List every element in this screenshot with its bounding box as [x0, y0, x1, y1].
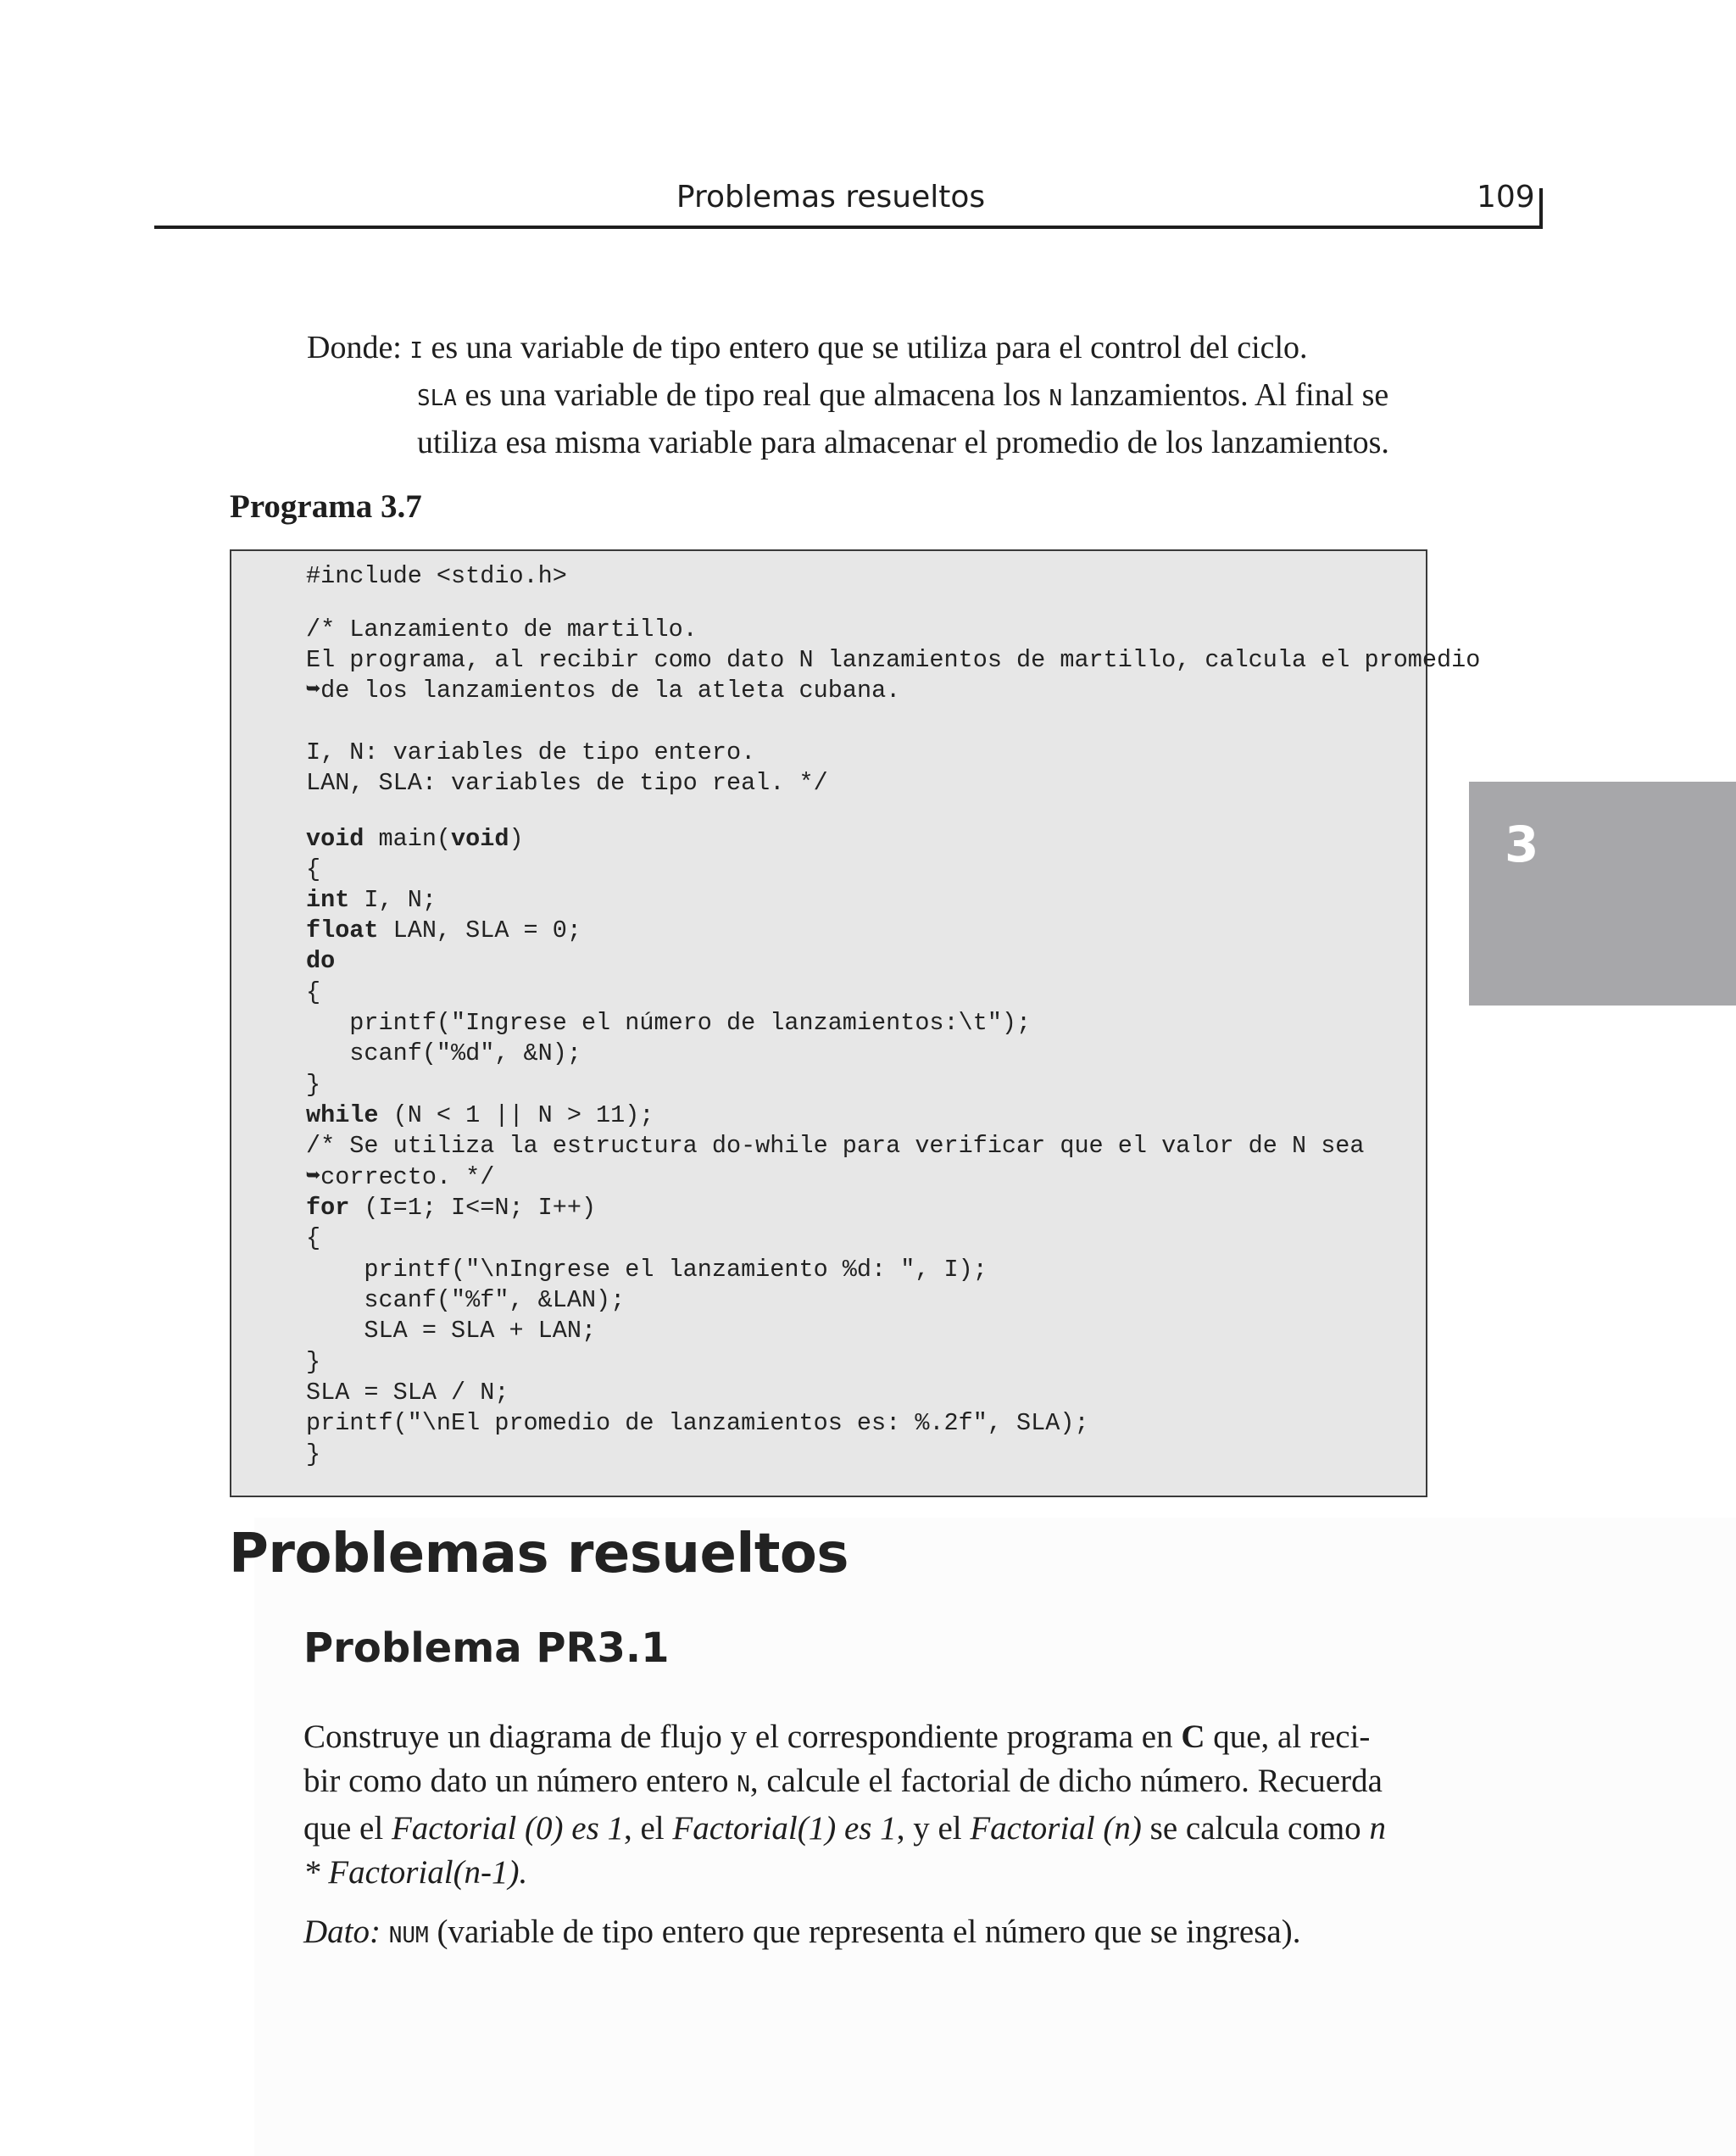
statement-line	[303, 1851, 1431, 1895]
code-keyword: do	[306, 947, 336, 975]
section-title: Problemas resueltos	[229, 1523, 849, 1585]
code-line: I, N: variables de tipo entero.	[306, 738, 756, 766]
code-line	[306, 946, 335, 977]
code-text: )	[509, 825, 524, 853]
text: bir como dato un número entero	[303, 1763, 737, 1799]
code-line: /* Se utiliza la estructura do-while para verificar que el valor de N sea	[306, 1132, 1365, 1160]
code-line: {	[306, 855, 321, 883]
code-line: LAN, SLA: variables de tipo real. */	[306, 769, 828, 797]
var-name: N	[737, 1772, 750, 1797]
text: , calcule el factorial de dicho número. Recuerda	[749, 1763, 1383, 1799]
code-keyword: void	[306, 825, 364, 853]
chapter-number: 3	[1505, 816, 1539, 873]
formula: Factorial (0) es 1	[391, 1810, 624, 1847]
code-line	[306, 1193, 596, 1223]
code-text: I, N;	[349, 886, 437, 914]
code-keyword: for	[306, 1194, 350, 1222]
variable-definitions	[307, 326, 1443, 465]
definition-line-2	[307, 373, 1443, 421]
code-keyword: int	[306, 886, 350, 914]
formula: Factorial (n)	[970, 1810, 1142, 1847]
text: se calcula como	[1141, 1810, 1370, 1847]
code-text: (I=1; I<=N; I++)	[349, 1194, 597, 1222]
code-line: SLA = SLA + LAN;	[306, 1317, 597, 1345]
data-line	[303, 1910, 1431, 1958]
var-name: I	[409, 338, 424, 364]
code-line: El programa, al recibir como dato N lanzamientos de martillo, calcula el promedio	[306, 646, 1481, 674]
var-name: N	[1049, 386, 1063, 411]
definition-text: lanzamientos. Al final se	[1062, 377, 1389, 413]
dato-label: Dato:	[303, 1914, 381, 1950]
definition-line-3: utiliza esa misma variable para almacenar el promedio de los lanzamientos.	[417, 425, 1389, 460]
text: Construye un diagrama de flujo y el correspondiente programa en	[303, 1719, 1182, 1755]
code-line: scanf("%f", &LAN);	[306, 1286, 626, 1314]
definitions-label: Donde:	[307, 330, 402, 365]
definition-text: es una variable de tipo real que almacena los	[456, 377, 1049, 413]
text: (variable de tipo entero que representa el número que se ingresa).	[428, 1914, 1301, 1950]
code-line	[306, 916, 581, 946]
code-keyword: while	[306, 1101, 379, 1129]
code-line	[306, 824, 524, 855]
code-line	[306, 885, 437, 916]
code-line: /* Lanzamiento de martillo.	[306, 616, 698, 643]
formula: n	[1369, 1810, 1386, 1847]
text: que, al reci-	[1205, 1719, 1371, 1755]
statement-line	[303, 1759, 1431, 1807]
problem-title: Problema PR3.1	[303, 1624, 670, 1672]
program-label: Programa 3.7	[230, 488, 422, 525]
code-line: scanf("%d", &N);	[306, 1039, 581, 1067]
text: , el	[624, 1810, 673, 1847]
code-line: }	[306, 1348, 321, 1376]
formula: * Factorial(n-1).	[303, 1854, 528, 1891]
code-text: (N < 1 || N > 11);	[378, 1101, 654, 1129]
text: , y el	[896, 1810, 971, 1847]
statement-line	[303, 1715, 1431, 1759]
code-keyword: void	[451, 825, 509, 853]
formula: Factorial(1) es 1	[672, 1810, 897, 1847]
code-text: main(	[364, 825, 452, 853]
header-tick	[1539, 188, 1543, 229]
code-line: SLA = SLA / N;	[306, 1379, 509, 1407]
page-number: 109	[1477, 180, 1535, 214]
chapter-tab	[1469, 782, 1736, 1006]
running-header-title: Problemas resueltos	[676, 180, 986, 214]
code-line: printf("\nEl promedio de lanzamientos es: %.2f", SLA);	[306, 1409, 1089, 1437]
header-rule	[154, 226, 1543, 229]
definition-line-1	[307, 326, 1443, 373]
code-line: {	[306, 978, 321, 1006]
statement-line	[303, 1807, 1431, 1851]
var-name: SLA	[417, 386, 457, 411]
statement-line	[303, 1910, 1431, 1958]
code-line	[306, 1100, 654, 1131]
text: que el	[303, 1810, 392, 1847]
language-name: C	[1181, 1719, 1205, 1755]
code-line: }	[306, 1071, 321, 1099]
code-line: printf("Ingrese el número de lanzamientos:\t");	[306, 1009, 1032, 1037]
code-line: }	[306, 1440, 321, 1468]
definition-text: es una variable de tipo entero que se utiliza para el control del ciclo.	[423, 330, 1308, 365]
code-line: {	[306, 1224, 321, 1252]
code-keyword: float	[306, 916, 379, 944]
problem-statement	[303, 1715, 1431, 1895]
code-line: printf("\nIngrese el lanzamiento %d: ", I);	[306, 1256, 988, 1284]
code-line: #include <stdio.h>	[306, 562, 567, 590]
code-listing	[230, 549, 1481, 1497]
var-name: NUM	[388, 1923, 429, 1948]
code-text: LAN, SLA = 0;	[378, 916, 581, 944]
code-line: ➥de los lanzamientos de la atleta cubana.	[306, 677, 901, 705]
code-line: ➥correcto. */	[306, 1163, 495, 1191]
